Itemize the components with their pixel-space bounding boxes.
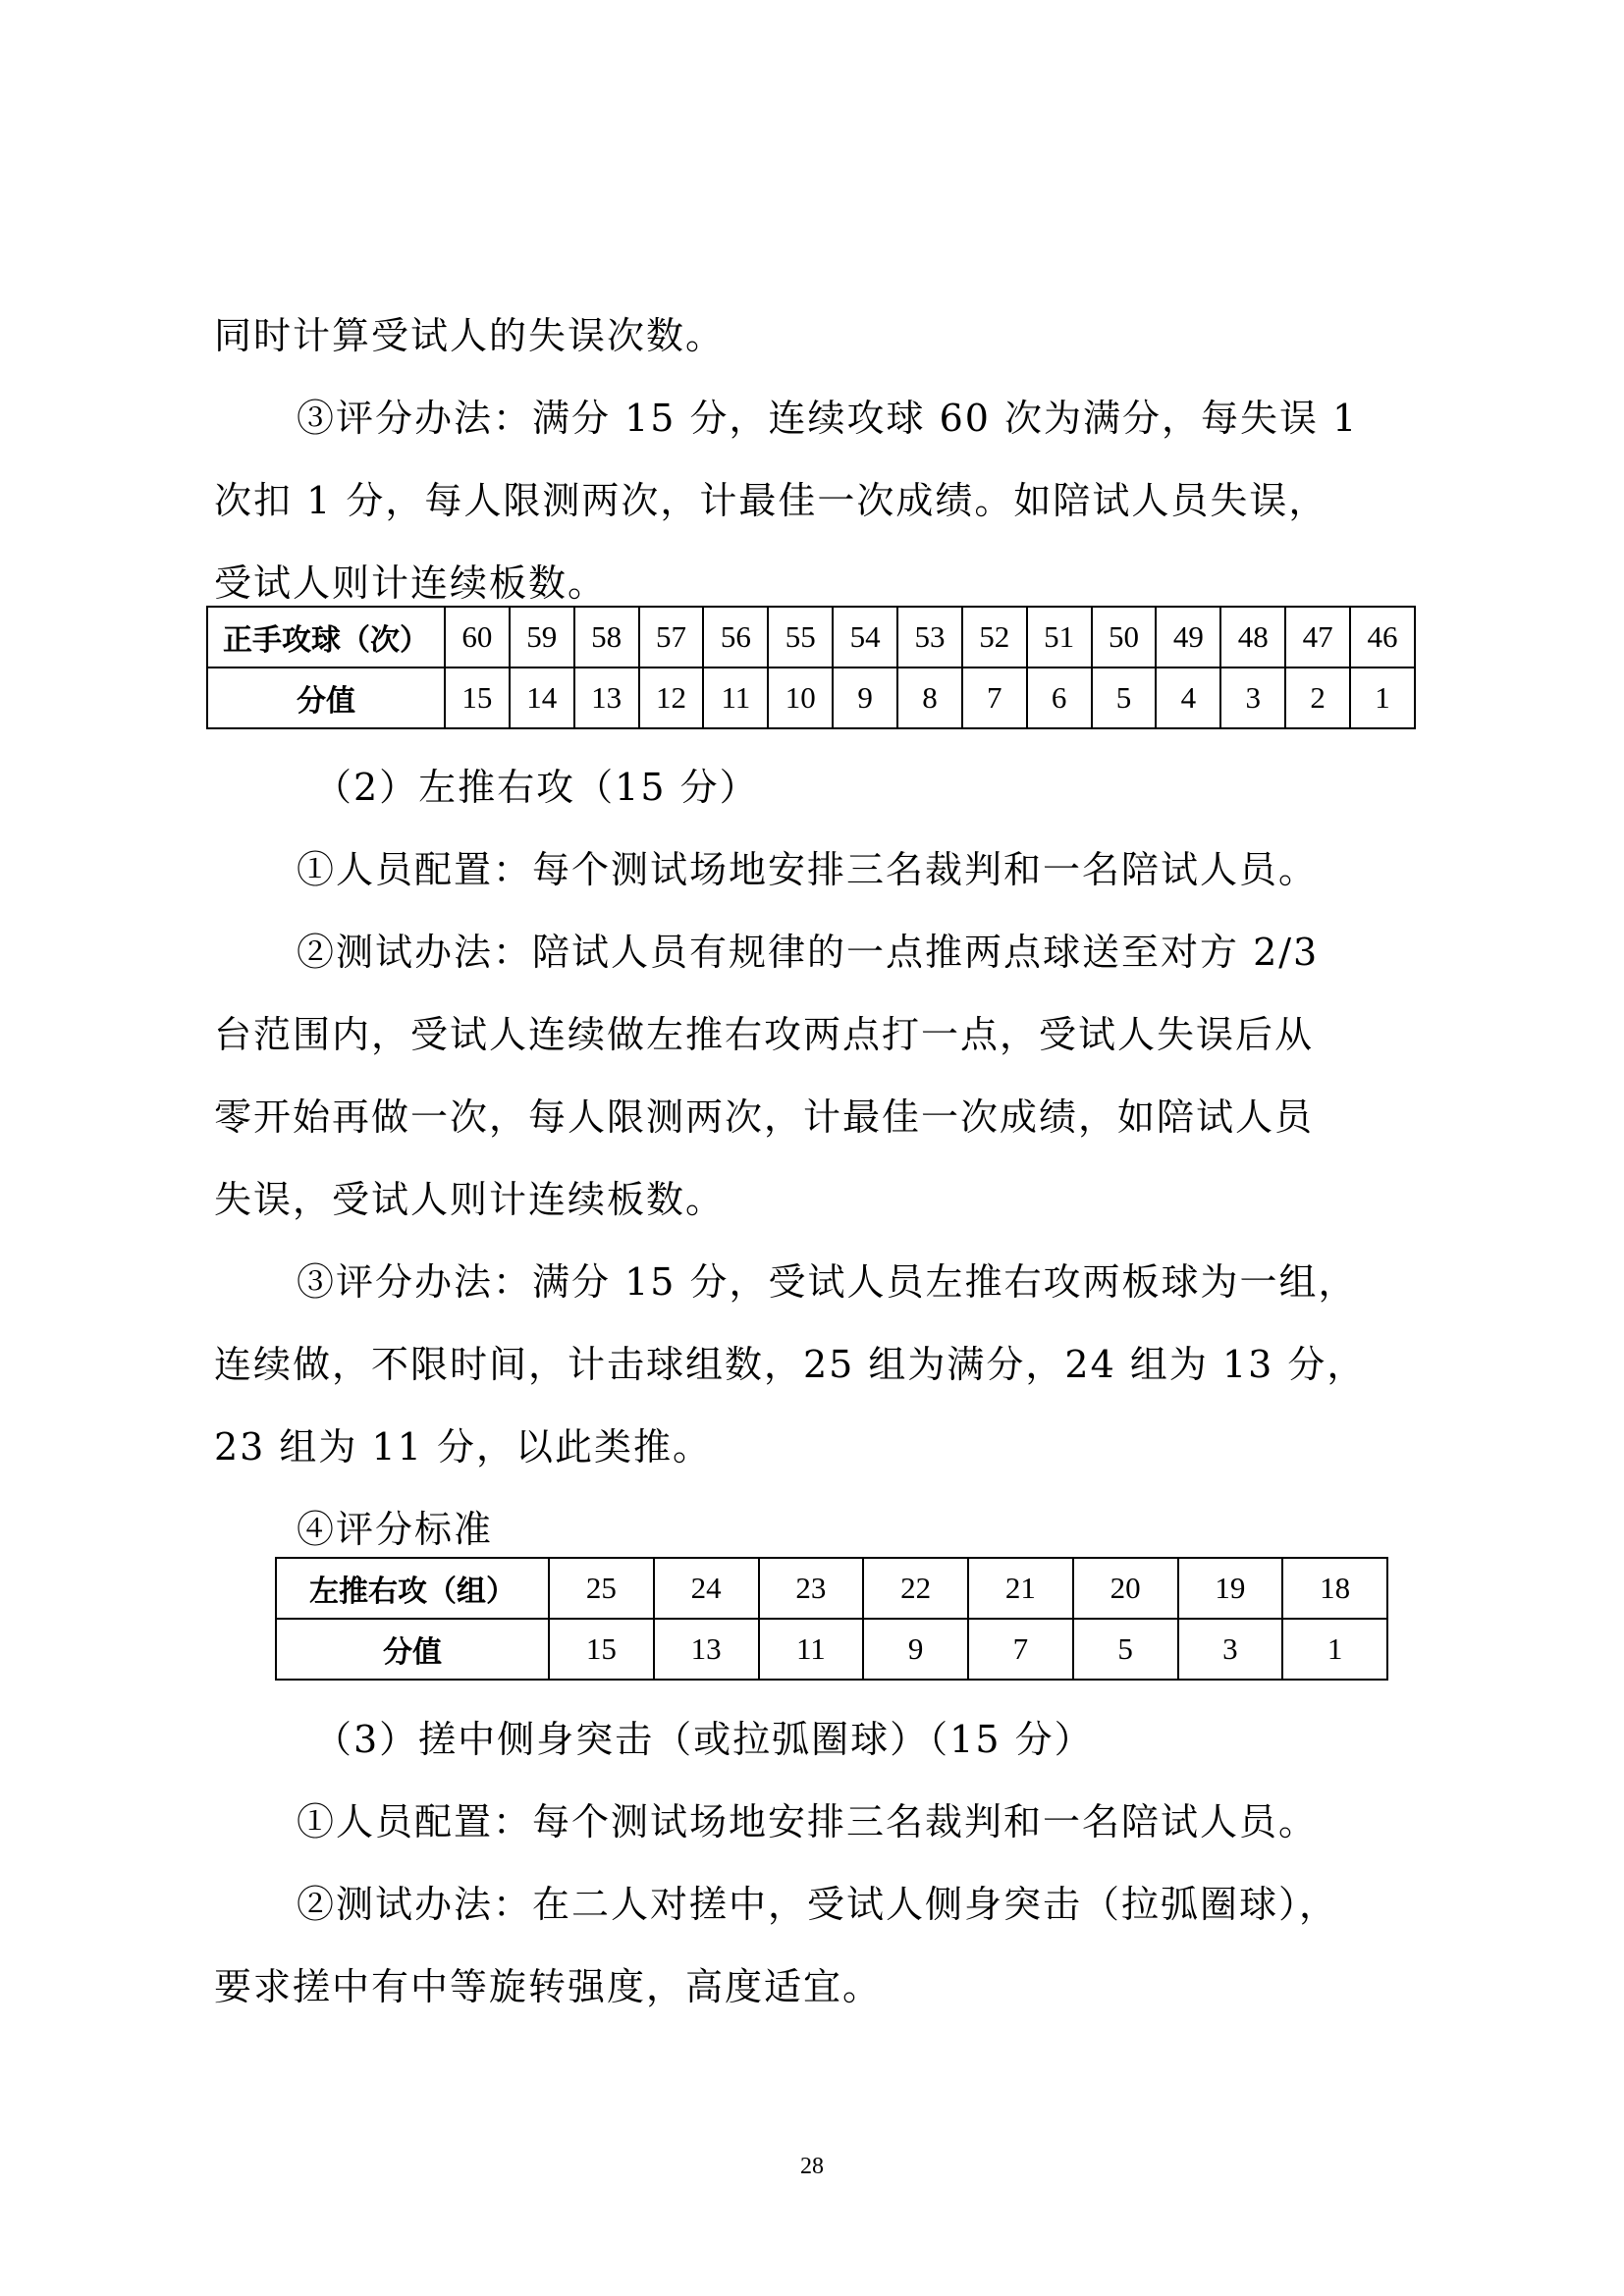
table-cell: 19 <box>1178 1558 1283 1619</box>
table-cell: 21 <box>968 1558 1073 1619</box>
table-cell: 7 <box>962 667 1027 728</box>
paragraph-line: ④评分标准 <box>297 1508 494 1551</box>
table-cell: 52 <box>962 607 1027 667</box>
table-row <box>207 667 1415 728</box>
table-cell: 25 <box>549 1558 654 1619</box>
paragraph-line: ①人员配置：每个测试场地安排三名裁判和一名陪试人员。 <box>297 848 1319 891</box>
paragraph-line: 要求搓中有中等旋转强度，高度适宜。 <box>214 1965 883 2008</box>
table-cell: 49 <box>1156 607 1220 667</box>
table-cell: 15 <box>549 1619 654 1680</box>
page-body <box>214 294 1443 624</box>
section-heading: （3）搓中侧身突击（或拉弧圈球）（15 分） <box>314 1718 1094 1761</box>
table-cell: 9 <box>833 667 897 728</box>
table-cell: 11 <box>703 667 768 728</box>
forehand-attack-score-table <box>206 606 1416 729</box>
table-cell: 11 <box>759 1619 864 1680</box>
table-cell: 8 <box>897 667 962 728</box>
table-cell: 20 <box>1073 1558 1178 1619</box>
table-cell: 12 <box>639 667 704 728</box>
push-attack-score-table <box>275 1557 1388 1681</box>
table-cell: 58 <box>574 607 639 667</box>
table-cell: 46 <box>1350 607 1415 667</box>
table-row <box>276 1619 1387 1680</box>
paragraph-line: 同时计算受试人的失误次数。 <box>214 314 726 357</box>
table-cell: 22 <box>863 1558 968 1619</box>
paragraph-line: ①人员配置：每个测试场地安排三名裁判和一名陪试人员。 <box>297 1800 1319 1843</box>
table-cell: 59 <box>510 607 574 667</box>
paragraph-line: 连续做，不限时间，计击球组数，25 组为满分，24 组为 13 分， <box>214 1343 1367 1386</box>
paragraph-line: 受试人则计连续板数。 <box>214 561 608 605</box>
paragraph-line: ③评分办法：满分 15 分，连续攻球 60 次为满分，每失误 1 <box>297 397 1359 440</box>
paragraph-line: ②测试办法：陪试人员有规律的一点推两点球送至对方 2/3 <box>297 931 1320 974</box>
table-cell: 3 <box>1220 667 1285 728</box>
table-cell: 54 <box>833 607 897 667</box>
table-cell: 2 <box>1285 667 1350 728</box>
table-cell: 9 <box>863 1619 968 1680</box>
table-cell: 6 <box>1027 667 1092 728</box>
table-cell: 14 <box>510 667 574 728</box>
section-heading: （2）左推右攻（15 分） <box>314 766 759 809</box>
paragraph-line: 失误，受试人则计连续板数。 <box>214 1178 726 1221</box>
section-3 <box>214 1698 1443 2028</box>
table-header-cell: 分值 <box>207 667 445 728</box>
table-cell: 50 <box>1092 607 1157 667</box>
table-row <box>207 607 1415 667</box>
paragraph-line: 23 组为 11 分，以此类推。 <box>214 1425 712 1468</box>
paragraph-line: ②测试办法：在二人对搓中，受试人侧身突击（拉弧圈球）， <box>297 1883 1339 1926</box>
table-cell: 60 <box>445 607 510 667</box>
table-cell: 10 <box>768 667 833 728</box>
table-header-cell: 左推右攻（组） <box>276 1558 549 1619</box>
table-cell: 5 <box>1073 1619 1178 1680</box>
table-cell: 23 <box>759 1558 864 1619</box>
table-cell: 48 <box>1220 607 1285 667</box>
table-cell: 56 <box>703 607 768 667</box>
table-cell: 7 <box>968 1619 1073 1680</box>
page-number: 28 <box>800 2154 824 2179</box>
table-cell: 18 <box>1282 1558 1387 1619</box>
table-cell: 5 <box>1092 667 1157 728</box>
paragraph-line: 台范围内，受试人连续做左推右攻两点打一点，受试人失误后从 <box>214 1013 1315 1056</box>
table-cell: 55 <box>768 607 833 667</box>
table-cell: 53 <box>897 607 962 667</box>
table-cell: 13 <box>654 1619 759 1680</box>
paragraph-line: 次扣 1 分，每人限测两次，计最佳一次成绩。如陪试人员失误， <box>214 479 1328 522</box>
table-cell: 24 <box>654 1558 759 1619</box>
table-cell: 47 <box>1285 607 1350 667</box>
section-2 <box>214 746 1443 1571</box>
table-cell: 1 <box>1282 1619 1387 1680</box>
table-cell: 15 <box>445 667 510 728</box>
table-header-cell: 分值 <box>276 1619 549 1680</box>
table-cell: 51 <box>1027 607 1092 667</box>
table-cell: 13 <box>574 667 639 728</box>
paragraph-line: ③评分办法：满分 15 分，受试人员左推右攻两板球为一组， <box>297 1260 1358 1304</box>
table-cell: 4 <box>1156 667 1220 728</box>
table-cell: 1 <box>1350 667 1415 728</box>
table-cell: 3 <box>1178 1619 1283 1680</box>
table-cell: 57 <box>639 607 704 667</box>
paragraph-line: 零开始再做一次，每人限测两次，计最佳一次成绩，如陪试人员 <box>214 1095 1315 1139</box>
table-row <box>276 1558 1387 1619</box>
table-header-cell: 正手攻球（次） <box>207 607 445 667</box>
